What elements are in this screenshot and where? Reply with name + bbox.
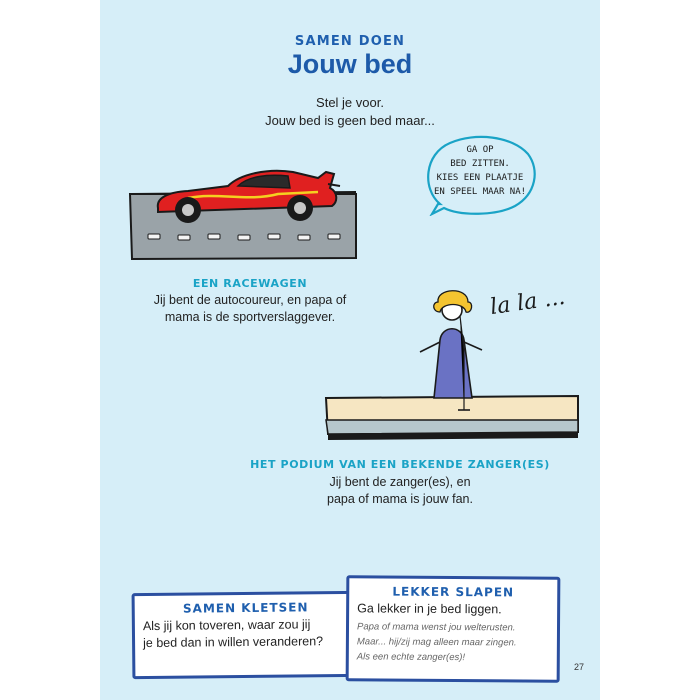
bubble-text [426,143,534,199]
racecar-line-2: mama is de sportverslaggever. [164,310,336,324]
bubble-line-1: GA OP [466,145,494,155]
stage-line-2: papa of mama is jouw fan. [327,492,473,506]
book-page [100,0,600,700]
lekker-slapen-italic-2: Maar... hij/zij mag alleen maar zingen. [356,636,517,649]
stage-line-1: Jij bent de zanger(es), en [329,475,471,489]
race-car-illustration [128,164,360,264]
singer-speech: la la ... [488,284,567,321]
lekker-slapen-italic-3: Als een echte zanger(es)! [356,651,466,664]
samen-kletsen-box [132,591,361,679]
lekker-slapen-line-1: Ga lekker in je bed liggen. [357,601,502,617]
lekker-slapen-italic [349,617,557,665]
bubble-line-3: KIES EEN PLAATJE [436,173,524,183]
bubble-line-2: BED ZITTEN. [450,159,510,169]
singer-icon [420,291,482,410]
intro-text [200,94,500,130]
lekker-slapen-box [346,575,561,682]
page-number: 27 [574,662,585,672]
lekker-slapen-body [349,598,557,618]
samen-kletsen-body [135,614,357,652]
bubble-line-4: EN SPEEL MAAR NA! [433,187,527,197]
samen-kletsen-line-1: Als jij kon toveren, waar zou jij [142,617,311,634]
intro-line-1: Stel je voor. [316,95,384,110]
section-kicker: SAMEN DOEN [294,34,406,49]
racecar-line-1: Jij bent de autocoureur, en papa of [153,293,347,307]
racecar-heading: EEN RACEWAGEN [192,277,308,290]
intro-line-2: Jouw bed is geen bed maar... [265,113,435,128]
stage-text [260,474,540,508]
page-title: Jouw bed [287,49,413,79]
samen-kletsen-line-2: je bed dan in willen veranderen? [143,634,324,651]
samen-kletsen-title: SAMEN KLETSEN [182,600,309,616]
lekker-slapen-italic-1: Papa of mama wenst jou welterusten. [356,621,516,634]
lekker-slapen-title: LEKKER SLAPEN [392,584,515,600]
stage-icon [326,396,578,440]
stage-heading: HET PODIUM VAN EEN BEKENDE ZANGER(ES) [250,458,550,471]
